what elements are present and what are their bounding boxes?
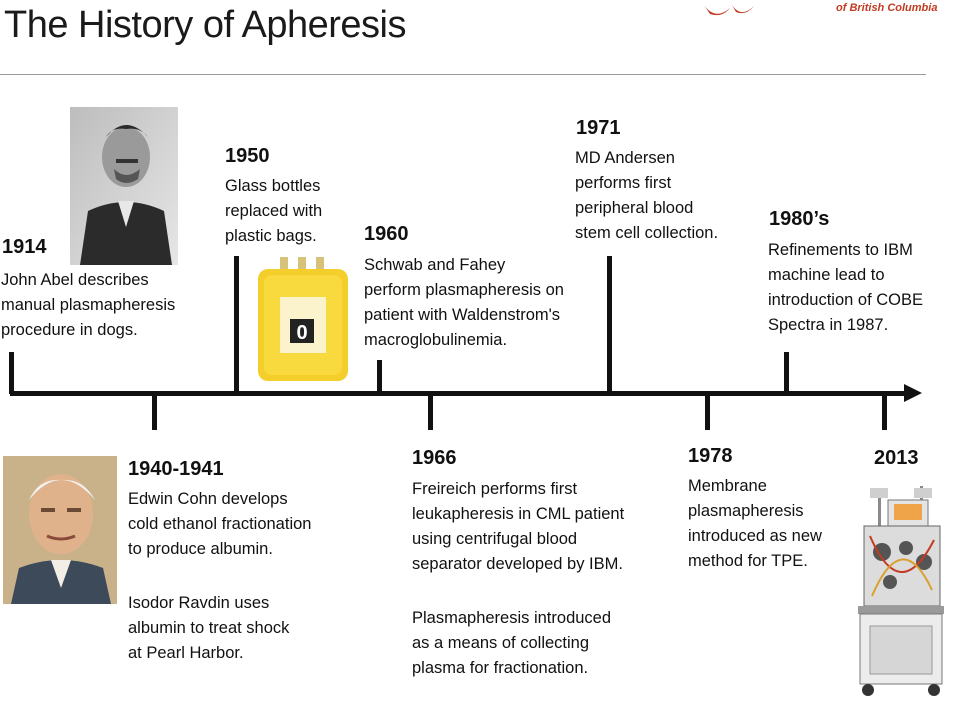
plasma-bag-label: 0	[296, 322, 308, 344]
john-abel-portrait	[70, 107, 178, 265]
event-text-1980s: Refinements to IBM machine lead to introduction of COBE Spectra in 1987.	[768, 241, 923, 334]
event-text-1940-ravdin: Isodor Ravdin uses albumin to treat shock at Pearl Harbor.	[128, 594, 290, 662]
event-year-1914: 1914	[2, 236, 47, 258]
timeline-axis	[10, 391, 910, 396]
header-divider	[0, 74, 926, 75]
event-year-1980s: 1980’s	[769, 208, 830, 230]
event-year-1960: 1960	[364, 223, 409, 245]
event-text-1960: Schwab and Fahey perform plasmapheresis on patient with Waldenstrom's macroglobulinemia.	[364, 256, 564, 349]
plasma-bag-image	[250, 257, 354, 385]
event-year-1940: 1940-1941	[128, 458, 224, 480]
event-year-1950: 1950	[225, 145, 270, 167]
tick-1940	[152, 392, 157, 430]
tick-1966	[428, 392, 433, 430]
tick-1971	[607, 256, 612, 394]
event-year-1971: 1971	[576, 117, 621, 139]
timeline-arrowhead	[904, 384, 922, 402]
event-text-1940: Edwin Cohn develops cold ethanol fractionation to produce albumin.	[128, 490, 312, 558]
apheresis-machine-image	[850, 486, 950, 698]
tick-1978	[705, 392, 710, 430]
event-text-1978: Membrane plasmapheresis introduced as new method for TPE.	[688, 477, 822, 570]
event-text-1966: Freireich performs first leukapheresis in CML patient using centrifugal blood separator developed by IBM.	[412, 480, 625, 573]
tick-1914	[9, 352, 14, 394]
event-text-1971: MD Andersen performs first peripheral blood stem cell collection.	[575, 149, 719, 242]
organization-name: of British Columbia	[836, 2, 938, 14]
tick-2013	[882, 392, 887, 430]
edwin-cohn-portrait	[3, 456, 117, 604]
tick-1980s	[784, 352, 789, 394]
event-year-1978: 1978	[688, 445, 733, 467]
event-year-2013: 2013	[874, 447, 919, 469]
tick-1960	[377, 360, 382, 394]
organization-logo	[700, 0, 760, 24]
page-title: The History of Apheresis	[4, 4, 406, 46]
event-year-1966: 1966	[412, 447, 457, 469]
event-text-1950: Glass bottles replaced with plastic bags.	[225, 177, 323, 245]
tick-1950	[234, 256, 239, 394]
event-text-1914: John Abel describes manual plasmapheresis procedure in dogs.	[1, 271, 176, 339]
event-text-1966-plasma: Plasmapheresis introduced as a means of collecting plasma for fractionation.	[412, 609, 612, 677]
